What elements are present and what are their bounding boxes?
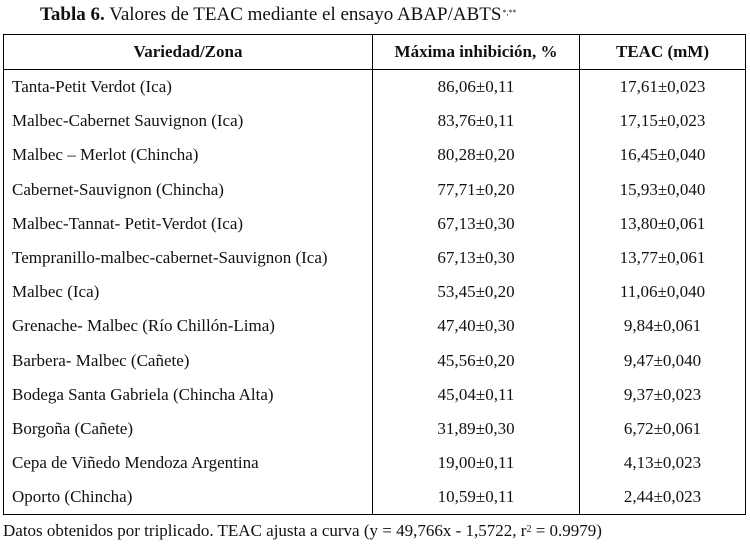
cell-teac: 11,06±0,040 (580, 275, 746, 309)
cell-teac: 13,77±0,061 (580, 241, 746, 275)
table-row (4, 173, 746, 207)
cell-teac: 17,61±0,023 (580, 70, 746, 105)
cell-variedad-zona: Bodega Santa Gabriela (Chincha Alta) (4, 378, 373, 412)
table-row (4, 344, 746, 378)
teac-table (3, 34, 746, 515)
cell-variedad-zona: Barbera- Malbec (Cañete) (4, 344, 373, 378)
table-caption (40, 3, 516, 27)
cell-teac: 4,13±0,023 (580, 446, 746, 480)
cell-maxima-inhibicion: 10,59±0,11 (373, 480, 580, 515)
cell-teac: 6,72±0,061 (580, 412, 746, 446)
table-row (4, 241, 746, 275)
cell-maxima-inhibicion: 53,45±0,20 (373, 275, 580, 309)
table-row (4, 70, 746, 105)
table-row (4, 138, 746, 172)
cell-variedad-zona: Cabernet-Sauvignon (Chincha) (4, 173, 373, 207)
table-row (4, 446, 746, 480)
cell-maxima-inhibicion: 19,00±0,11 (373, 446, 580, 480)
cell-teac: 2,44±0,023 (580, 480, 746, 515)
cell-maxima-inhibicion: 67,13±0,30 (373, 207, 580, 241)
cell-variedad-zona: Cepa de Viñedo Mendoza Argentina (4, 446, 373, 480)
cell-maxima-inhibicion: 67,13±0,30 (373, 241, 580, 275)
cell-maxima-inhibicion: 31,89±0,30 (373, 412, 580, 446)
header-variedad-zona: Variedad/Zona (4, 35, 373, 70)
table-row (4, 309, 746, 343)
cell-variedad-zona: Oporto (Chincha) (4, 480, 373, 515)
cell-teac: 17,15±0,023 (580, 104, 746, 138)
cell-variedad-zona: Malbec-Tannat- Petit-Verdot (Ica) (4, 207, 373, 241)
table-caption-label: Tabla 6. (40, 4, 105, 25)
cell-variedad-zona: Tanta-Petit Verdot (Ica) (4, 70, 373, 105)
cell-variedad-zona: Malbec – Merlot (Chincha) (4, 138, 373, 172)
cell-maxima-inhibicion: 45,56±0,20 (373, 344, 580, 378)
cell-variedad-zona: Tempranillo-malbec-cabernet-Sauvignon (Ica) (4, 241, 373, 275)
cell-variedad-zona: Borgoña (Cañete) (4, 412, 373, 446)
footnote-superscript: 2 (526, 524, 532, 535)
table-caption-marks: *,** (502, 8, 517, 17)
footnote-text-after: = 0.9979) (531, 521, 602, 540)
cell-maxima-inhibicion: 83,76±0,11 (373, 104, 580, 138)
table-body (4, 70, 746, 515)
table-row (4, 104, 746, 138)
cell-maxima-inhibicion: 86,06±0,11 (373, 70, 580, 105)
footnote-text-before: Datos obtenidos por triplicado. TEAC ajusta a curva (y = 49,766x - 1,5722, r (3, 521, 527, 540)
cell-teac: 13,80±0,061 (580, 207, 746, 241)
cell-teac: 16,45±0,040 (580, 138, 746, 172)
cell-variedad-zona: Malbec-Cabernet Sauvignon (Ica) (4, 104, 373, 138)
cell-teac: 9,37±0,023 (580, 378, 746, 412)
table-row (4, 378, 746, 412)
cell-maxima-inhibicion: 77,71±0,20 (373, 173, 580, 207)
table-header-row (4, 35, 746, 70)
table-caption-text: Valores de TEAC mediante el ensayo ABAP/ABTS (109, 4, 502, 25)
cell-teac: 9,47±0,040 (580, 344, 746, 378)
table-row (4, 275, 746, 309)
header-teac: TEAC (mM) (580, 35, 746, 70)
cell-variedad-zona: Malbec (Ica) (4, 275, 373, 309)
cell-variedad-zona: Grenache- Malbec (Río Chillón-Lima) (4, 309, 373, 343)
cell-teac: 9,84±0,061 (580, 309, 746, 343)
table-footnote (3, 519, 602, 543)
cell-maxima-inhibicion: 47,40±0,30 (373, 309, 580, 343)
cell-maxima-inhibicion: 80,28±0,20 (373, 138, 580, 172)
cell-teac: 15,93±0,040 (580, 173, 746, 207)
table-row (4, 480, 746, 515)
table-row (4, 207, 746, 241)
header-maxima-inhibicion: Máxima inhibición, % (373, 35, 580, 70)
table-row (4, 412, 746, 446)
cell-maxima-inhibicion: 45,04±0,11 (373, 378, 580, 412)
